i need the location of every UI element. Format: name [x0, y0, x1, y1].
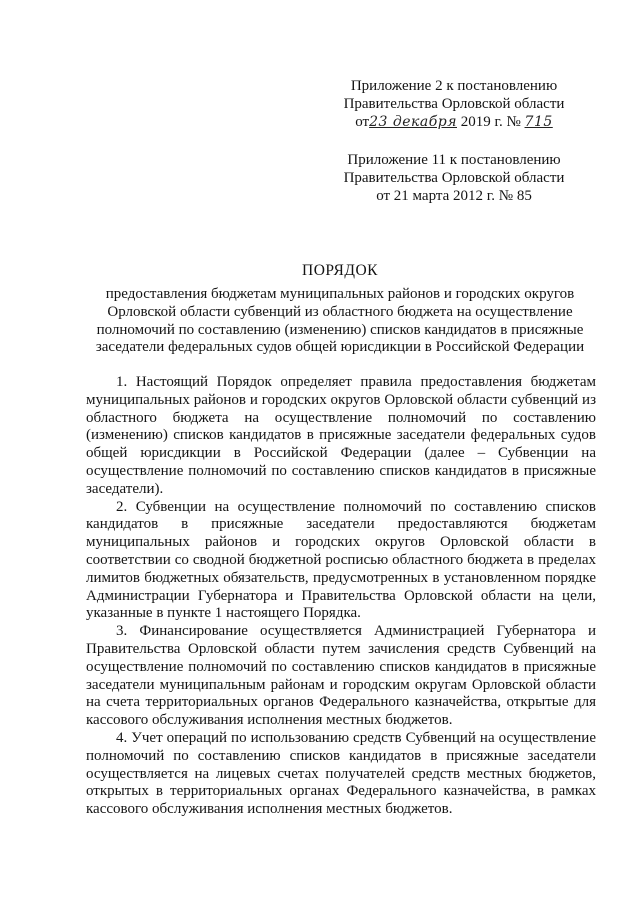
appendix-header-current: [324, 78, 584, 131]
appendix-line: Приложение 11 к постановлению: [347, 152, 561, 168]
subtitle-line: предоставления бюджетам муниципальных районов и городских округов: [105, 286, 575, 302]
handwritten-date: 23 декабря: [369, 113, 457, 130]
appendix-line: от 21 марта 2012 г. № 85: [376, 187, 532, 204]
date-year: 2019 г. №: [460, 113, 521, 130]
subtitle-line: полномочий по составлению (изменению) списков кандидатов в присяжные: [96, 321, 584, 338]
appendix-line: Правительства Орловской области: [343, 169, 565, 186]
paragraph-1: 1. Настоящий Порядок определяет правила предоставления бюджетам муниципальных районов и городских округов Орловской области субвенций из областного бюджета на осуществление полномочий по составлению (изменению) списков кандидатов в присяжные заседатели федеральных судов общей юрисдикции в Российской Федерации (далее – Субвенции на осуществление полномочий по составлению списков кандидатов в присяжные заседатели).: [86, 374, 596, 497]
paragraph-3: 3. Финансирование осуществляется Администрацией Губернатора и Правительства Орловской области путем зачисления средств Субвенций на осуществление полномочий по составлению списков кандидатов в присяжные заседатели муниципальным районам и городским округам Орловской области на счета территориальных органов Федерального казначейства, открытые для кассового обслуживания исполнения местных бюджетов.: [86, 623, 596, 729]
document-title: ПОРЯДОК: [302, 262, 378, 279]
paragraph-4: 4. Учет операций по использованию средств Субвенций на осуществление полномочий по составлению списков кандидатов в присяжные заседатели осуществляется на лицевых счетах получателей средств местных бюджетов, открытых в территориальных органах Федерального казначейства, в рамках кассового обслуживания исполнения местных бюджетов.: [86, 729, 596, 818]
paragraph-2: 2. Субвенции на осуществление полномочий по составлению списков кандидатов в присяжные заседатели предоставляются бюджетам муниципальных районов и городских округов Орловской области в соответствии со сводной бюджетной росписью областного бюджета в пределах лимитов бюджетных обязательств, предусмотренных в установленном порядке Администрации Губернатора и Правительства Орловской области на цели, указанные в пункте 1 настоящего Порядка.: [86, 498, 596, 622]
document-subtitle: [82, 286, 598, 357]
appendix-line: Приложение 2 к постановлению: [350, 78, 558, 94]
subtitle-line: заседатели федеральных судов общей юрисдикции в Российской Федерации: [95, 339, 585, 356]
appendix-header-original: [324, 152, 584, 205]
handwritten-number: 715: [524, 113, 553, 130]
date-prefix: от: [355, 113, 370, 130]
document-body: [86, 374, 596, 819]
appendix-date-line: [324, 114, 584, 132]
appendix-line: Правительства Орловской области: [343, 95, 565, 112]
subtitle-line: Орловской области субвенций из областного бюджета на осуществление: [107, 303, 573, 320]
